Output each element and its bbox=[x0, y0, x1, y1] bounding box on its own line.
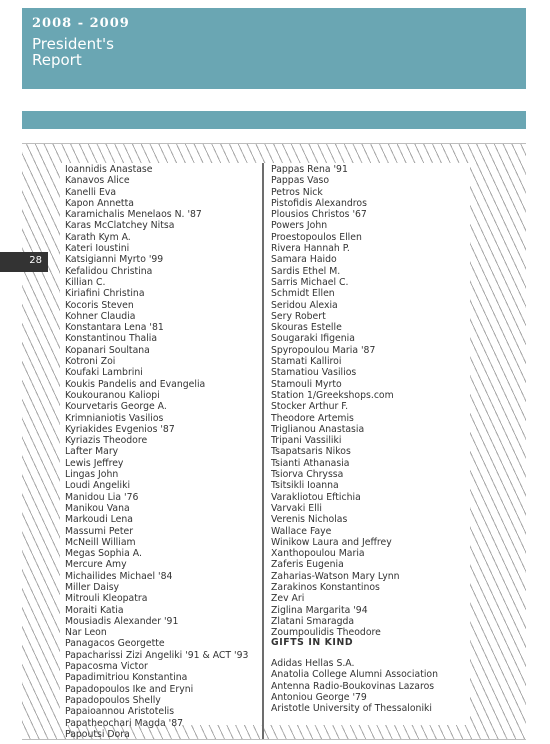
list-item: Varvaki Elli bbox=[271, 502, 322, 514]
list-item: Theodore Artemis bbox=[271, 412, 354, 424]
list-item: Tsiorva Chryssa bbox=[271, 469, 344, 481]
list-item: Kocoris Steven bbox=[65, 299, 134, 311]
list-item: Markoudi Lena bbox=[65, 514, 133, 526]
list-item: Kotroni Zoi bbox=[65, 356, 116, 368]
section-bar bbox=[22, 111, 526, 129]
list-item: Aristotle University of Thessaloniki bbox=[271, 703, 433, 715]
page-number: 28 bbox=[29, 255, 42, 266]
list-item: Sougaraki Ifigenia bbox=[271, 333, 355, 345]
list-item: Stocker Arthur F. bbox=[271, 401, 349, 413]
list-item: Miller Daisy bbox=[65, 581, 120, 593]
list-item: Mercure Amy bbox=[65, 559, 127, 571]
list-item: Katsigianni Myrto '99 bbox=[65, 254, 164, 266]
list-item: Tsitsikli Ioanna bbox=[271, 480, 339, 492]
list-item: Papacharissi Zizi Angeliki '91 & ACT '93 bbox=[65, 649, 249, 661]
list-item: Megas Sophia A. bbox=[65, 548, 142, 560]
list-item: Kanavos Alice bbox=[65, 175, 130, 187]
list-item: Massumi Peter bbox=[65, 525, 134, 537]
list-item: Skouras Estelle bbox=[271, 322, 342, 334]
list-item: Tsapatsaris Nikos bbox=[271, 446, 351, 458]
list-item: Zoumpoulidis Theodore bbox=[271, 627, 381, 639]
gifts-in-kind-heading: GIFTS IN KIND bbox=[271, 637, 354, 648]
gifts-in-kind-list bbox=[271, 658, 438, 714]
list-item: Stamouli Myrto bbox=[271, 378, 342, 390]
list-item: Station 1/Greekshops.com bbox=[271, 389, 394, 401]
list-item: Kyriakides Evgenios '87 bbox=[65, 423, 175, 435]
list-item: Wallace Faye bbox=[271, 525, 332, 537]
list-item: Koukis Pandelis and Evangelia bbox=[65, 378, 206, 390]
list-item: Zaharias-Watson Mary Lynn bbox=[271, 570, 400, 582]
list-item: Stamati Kalliroi bbox=[271, 356, 342, 368]
list-item: Tsianti Athanasia bbox=[271, 457, 350, 469]
list-item: Kohner Claudia bbox=[65, 310, 136, 322]
list-item: Kourvetaris George A. bbox=[65, 401, 167, 413]
list-item: Ziglina Margarita '94 bbox=[271, 604, 368, 616]
list-item: Koukouranou Kaliopi bbox=[65, 389, 160, 401]
list-item: Loudi Angeliki bbox=[65, 480, 131, 492]
list-item: Zarakinos Konstantinos bbox=[271, 581, 380, 593]
list-item: Pappas Rena '91 bbox=[271, 164, 348, 175]
list-item: Nar Leon bbox=[65, 627, 107, 639]
list-item: Schmidt Ellen bbox=[271, 288, 335, 300]
list-item: Panagacos Georgette bbox=[65, 638, 165, 650]
list-item: Lafter Mary bbox=[65, 446, 119, 458]
list-item: Karas McClatchey Nitsa bbox=[65, 220, 175, 232]
column-divider bbox=[262, 163, 264, 739]
list-item: Kopanari Soultana bbox=[65, 344, 150, 356]
list-item: Anatolia College Alumni Association bbox=[271, 669, 438, 681]
list-item: Papadopoulos Shelly bbox=[65, 694, 161, 706]
list-item: Pappas Vaso bbox=[271, 175, 330, 187]
list-item: Manikou Vana bbox=[65, 502, 130, 514]
list-item: Killian C. bbox=[65, 276, 106, 288]
list-item: Proestopoulos Ellen bbox=[271, 231, 362, 243]
list-item: Koufaki Lambrini bbox=[65, 367, 143, 379]
list-item: Papacosma Victor bbox=[65, 661, 148, 673]
report-header bbox=[22, 8, 526, 89]
list-item: Moraiti Katia bbox=[65, 604, 124, 616]
list-item: Winikow Laura and Jeffrey bbox=[271, 536, 392, 548]
list-item: McNeill William bbox=[65, 536, 136, 548]
list-item: Papoutsi Dora bbox=[65, 728, 130, 740]
list-item: Krimnianiotis Vasilios bbox=[65, 412, 164, 424]
list-item: Kefalidou Christina bbox=[65, 265, 153, 277]
list-item: Pistofidis Alexandros bbox=[271, 197, 367, 209]
list-item: Mousiadis Alexander '91 bbox=[65, 615, 179, 627]
list-item: Petros Nick bbox=[271, 186, 323, 198]
list-item: Triglianou Anastasia bbox=[271, 423, 365, 435]
page-number-tab bbox=[0, 252, 48, 272]
list-item: Kyriazis Theodore bbox=[65, 435, 148, 447]
list-item: Lewis Jeffrey bbox=[65, 457, 124, 469]
list-item: Kiriafini Christina bbox=[65, 288, 145, 300]
list-item: Karath Kym A. bbox=[65, 231, 131, 243]
list-item: Zaferis Eugenia bbox=[271, 559, 344, 571]
list-item: Stamatiou Vasilios bbox=[271, 367, 357, 379]
list-item: Verenis Nicholas bbox=[271, 514, 348, 526]
list-item: Papadimitriou Konstantina bbox=[65, 672, 188, 684]
list-item: Lingas John bbox=[65, 469, 119, 481]
list-item: Papadopoulos Ike and Eryni bbox=[65, 683, 194, 695]
list-item: Konstantara Lena '81 bbox=[65, 322, 164, 334]
list-item: Konstantinou Thalia bbox=[65, 333, 158, 345]
list-item: Manidou Lia '76 bbox=[65, 491, 139, 503]
list-item: Sardis Ethel M. bbox=[271, 265, 341, 277]
list-item: Ioannidis Anastase bbox=[65, 164, 153, 175]
list-item: Kateri Ioustini bbox=[65, 243, 130, 255]
list-item: Sarris Michael C. bbox=[271, 276, 349, 288]
list-item: Antenna Radio-Boukovinas Lazaros bbox=[271, 680, 435, 692]
donor-column-1 bbox=[65, 164, 248, 740]
list-item: Rivera Hannah P. bbox=[271, 243, 350, 255]
list-item: Adidas Hellas S.A. bbox=[271, 658, 355, 669]
list-item: Tripani Vassiliki bbox=[271, 435, 342, 447]
list-item: Michailides Michael '84 bbox=[65, 570, 173, 582]
report-title bbox=[32, 36, 114, 68]
list-item: Xanthopoulou Maria bbox=[271, 548, 365, 560]
list-item: Mitrouli Kleopatra bbox=[65, 593, 148, 605]
list-item: Plousios Christos '67 bbox=[271, 209, 367, 221]
list-item: Spyropoulou Maria '87 bbox=[271, 344, 376, 356]
donor-column-2 bbox=[271, 164, 400, 638]
list-item: Antoniou George '79 bbox=[271, 691, 367, 703]
list-item: Zev Ari bbox=[271, 593, 305, 605]
list-item: Zlatani Smaragda bbox=[271, 615, 355, 627]
list-item: Kapon Annetta bbox=[65, 197, 134, 209]
list-item: Karamichalis Menelaos N. '87 bbox=[65, 209, 202, 221]
list-item: Sery Robert bbox=[271, 310, 326, 322]
report-title-line2: Report bbox=[32, 51, 82, 69]
report-title-line1: President's bbox=[32, 35, 114, 53]
list-item: Powers John bbox=[271, 220, 328, 232]
list-item: Kanelli Eva bbox=[65, 186, 117, 198]
list-item: Papatheochari Magda '87 bbox=[65, 717, 184, 729]
list-item: Varakliotou Eftichia bbox=[271, 491, 361, 503]
list-item: Seridou Alexia bbox=[271, 299, 338, 311]
list-item: Samara Haido bbox=[271, 254, 337, 266]
list-item: Papaioannou Aristotelis bbox=[65, 706, 175, 718]
report-years: 2008 - 2009 bbox=[32, 16, 130, 31]
